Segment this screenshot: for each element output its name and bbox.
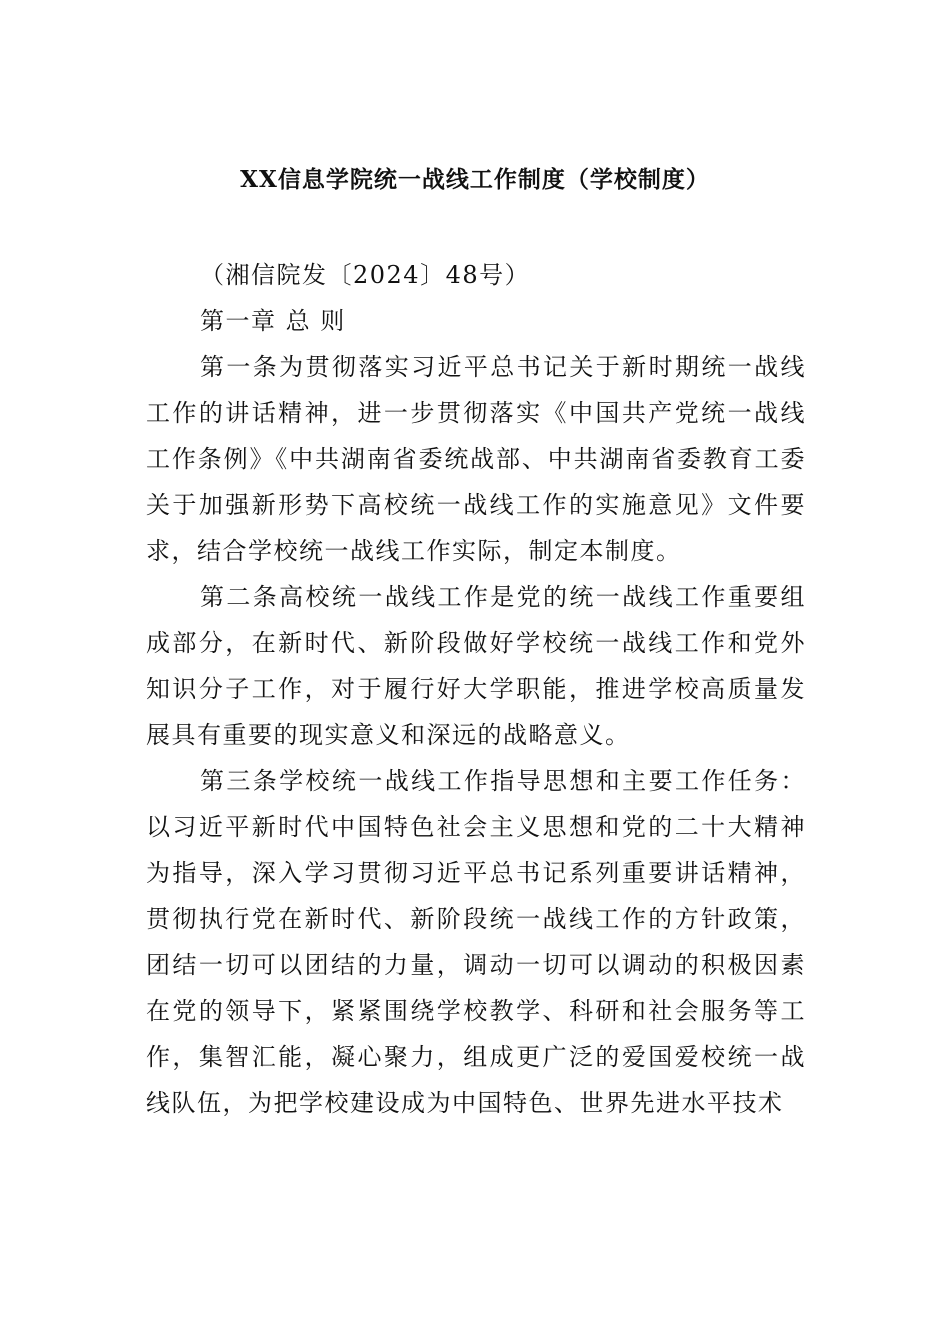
document-title: XX信息学院统一战线工作制度（学校制度）: [240, 166, 710, 193]
article-1: 第一条为贯彻落实习近平总书记关于新时期统一战线工作的讲话精神，进一步贯彻落实《中国共产党统一战线工作条例》《中共湖南省委统战部、中共湖南省委教育工委关于加强新形势下高校统一战线工作的实施意见》文件要求，结合学校统一战线工作实际，制定本制度。: [146, 353, 806, 565]
article-2: 第二条高校统一战线工作是党的统一战线工作重要组成部分，在新时代、新阶段做好学校统一战线工作和党外知识分子工作，对于履行好大学职能，推进学校高质量发展具有重要的现实意义和深远的战略意义。: [146, 583, 806, 749]
article-3: 第三条学校统一战线工作指导思想和主要工作任务：以习近平新时代中国特色社会主义思想和党的二十大精神为指导，深入学习贯彻习近平总书记系列重要讲话精神，贯彻执行党在新时代、新阶段统一战线工作的方针政策，团结一切可以团结的力量，调动一切可以调动的积极因素在党的领导下，紧紧围绕学校教学、科研和社会服务等工作，集智汇能，凝心聚力，组成更广泛的爱国爱校统一战线队伍，为把学校建设成为中国特色、世界先进水平技术: [146, 767, 806, 1117]
chapter-heading: 第一章 总 则: [200, 307, 346, 335]
document-body: [146, 252, 806, 1126]
document-number: （湘信院发〔2024〕48号）: [200, 261, 531, 289]
